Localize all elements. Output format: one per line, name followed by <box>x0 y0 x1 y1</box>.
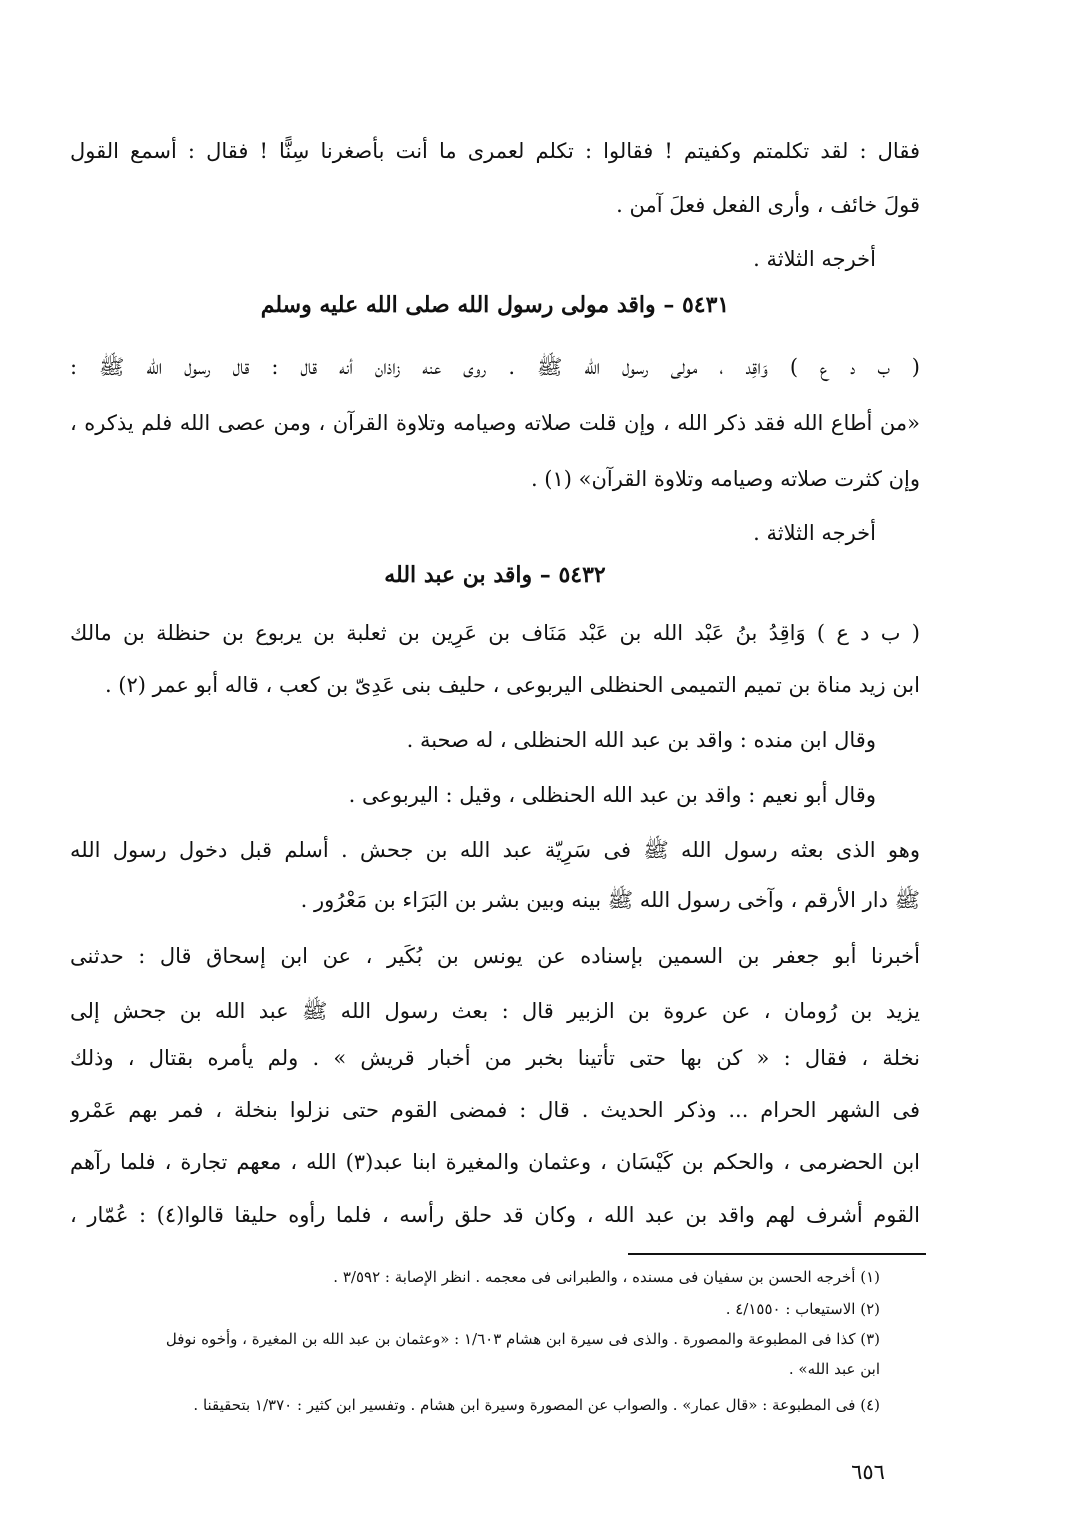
text-line: أخبرنا أبو جعفر بن السمين بإسناده عن يونس بن بُكَير ، عن ابن إسحاق قال : حدثنى <box>70 944 920 968</box>
text-line: «من أطاع الله فقد ذكر الله ، وإن قلت صلاته وصيامه وتلاوة القرآن ، ومن عصى الله فلم يذكره ، <box>70 411 920 435</box>
footnote: (٣) كذا فى المطبوعة والمصورة . والذى فى سيرة ابن هشام ١/٦٠٣ : «وعثمان بن عبد الله بن المغيرة ، وأخوه نوفل <box>165 1330 880 1348</box>
text-line: ( ب د ع ) وَاقِد ، مولى رسول الله ﷺ . روى عنه زاذان أنه قال : قال رسول الله ﷺ : <box>70 355 920 379</box>
entry-heading: ٥٤٣٢ – واقد بن عبد الله <box>384 562 606 588</box>
text-line: أخرجه الثلاثة . <box>753 521 876 545</box>
footnote: (٤) فى المطبوعة : «قال عمار» . والصواب عن المصورة وسيرة ابن هشام . وتفسير ابن كثير : ١/٣٧٠ بتحقيقنا . <box>193 1396 880 1414</box>
text-line: ﷺ دار الأرقم ، وآخى رسول الله ﷺ بينه وبين بشر بن البَرَاء بن مَعْرُور . <box>300 888 920 912</box>
text-line: نخلة ، فقال : « كن بها حتى تأتينا بخبر من أخبار قريش » . ولم يأمره بقتال ، وذلك <box>70 1046 920 1070</box>
text-line: قولَ خائف ، وأرى الفعل فعلَ آمن . <box>616 193 920 217</box>
text-line: وقال أبو نعيم : واقد بن عبد الله الحنظلى ، وقيل : اليربوعى . <box>348 783 876 807</box>
text-line: وقال ابن منده : واقد بن عبد الله الحنظلى ، له صحبة . <box>406 728 876 752</box>
text-line: القوم أشرف لهم واقد بن عبد الله ، وكان قد حلق رأسه ، فلما رأوه حليقا قالوا(٤) : عُمّار ، <box>70 1203 920 1227</box>
footnote-divider <box>628 1253 926 1255</box>
text-line: وإن كثرت صلاته وصيامه وتلاوة القرآن» (١) . <box>530 467 920 491</box>
entry-heading: ٥٤٣١ – واقد مولى رسول الله صلى الله عليه وسلم <box>260 292 730 318</box>
text-line: ( ب د ع ) وَاقِدُ بنُ عَبْد الله بن عَبْد مَنَاف بن عَرِين بن ثعلبة بن يربوع بن حنظلة بن مالك <box>70 621 920 645</box>
text-line: وهو الذى بعثه رسول الله ﷺ فى سَرِيّة عبد الله بن جحش . أسلم قبل دخول رسول الله <box>70 838 920 862</box>
footnote: (١) أخرجه الحسن بن سفيان فى مسنده ، والطبرانى فى معجمه . انظر الإصابة : ٣/٥٩٢ . <box>333 1268 880 1286</box>
text-line: ابن الحضرمى ، والحكم بن كَيْسَان ، وعثمان والمغيرة ابنا عبد(٣) الله ، معهم تجارة ، فلما رآهم <box>70 1150 920 1174</box>
footnote: (٢) الاستيعاب : ٤/١٥٥٠ . <box>725 1300 880 1318</box>
text-line: فقال : لقد تكلمتم وكفيتم ! فقالوا : تكلم لعمرى ما أنت بأصغرنا سِنًّا ! فقال : أسمع القول <box>70 139 920 163</box>
text-line: ابن زيد مناة بن تميم التميمى الحنظلى اليربوعى ، حليف بنى عَدِىّ بن كعب ، قاله أبو عمر (٢) . <box>104 673 920 697</box>
footnote: ابن عبد الله» . <box>788 1360 880 1378</box>
page-number: ٦٥٦ <box>851 1460 885 1484</box>
text-line: أخرجه الثلاثة . <box>753 247 876 271</box>
text-line: يزيد بن رُومان ، عن عروة بن الزبير قال : بعث رسول الله ﷺ عبد الله بن جحش إلى <box>70 999 920 1023</box>
text-line: فى الشهر الحرام ... وذكر الحديث . قال : فمضى القوم حتى نزلوا بنخلة ، فمر بهم عَمْرو <box>70 1098 920 1122</box>
